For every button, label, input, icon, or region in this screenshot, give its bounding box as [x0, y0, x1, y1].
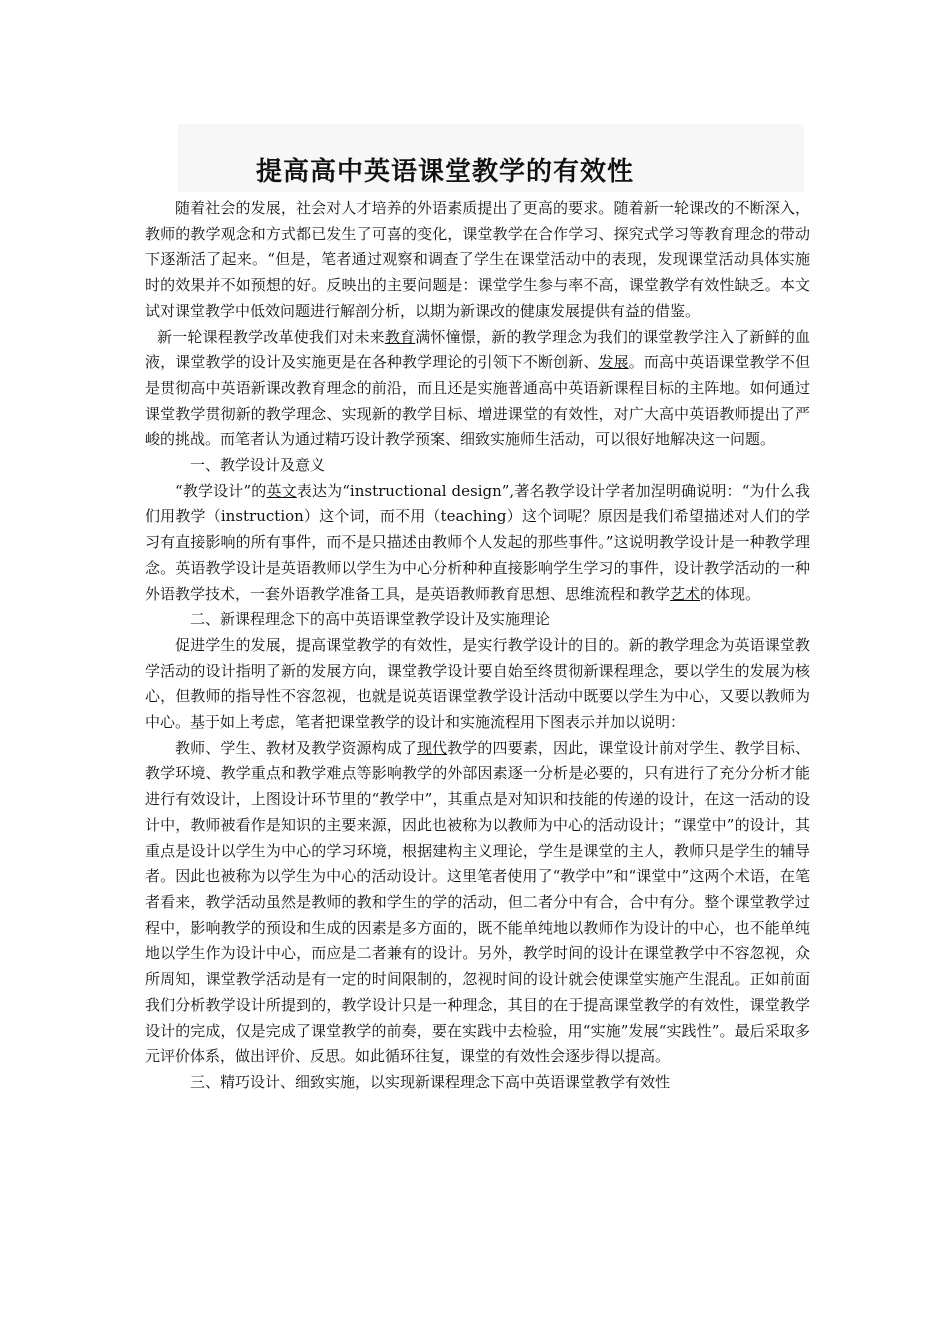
text-segment: 教学的四要素，因此，课堂设计前对学生、教学目标、教学环境、教学重点和教学难点等影响教学的外部因素逐一分析是必要的，只有进行了充分分析才能进行有效设计，上图设计环节里的“教学中”，其重点是对知识和技能的传递的设计，在这一活动的设计中，教师被看作是知识的主要来源，因此也被称为以教师为中心的活动设计；“课堂中”的设计，其重点是设计以学生为中心的学习环境，根据建构主义理论，学生是课堂的主人，教师只是学生的辅导者。因此也被称为以学生为中心的活动设计。这里笔者使用了“教学中”和“课堂中”这两个术语，在笔者看来，教学活动虽然是教师的教和学生的学的活动，但二者分中有合，合中有分。整个课堂教学过程中，影响教学的预设和生成的因素是多方面的，既不能单纯地以教师作为设计的中心，也不能单纯地以学生作为设计中心，而应是二者兼有的设计。另外，教学时间的设计在课堂教学中不容忽视，众所周知，课堂教学活动是有一定的时间限制的，忽视时间的设计就会使课堂实施产生混乱。正如前面我们分析教学设计所提到的，教学设计只是一种理念，其目的在于提高课堂教学的有效性，课堂教学设计的完成，仅是完成了课堂教学的前奏，要在实践中去检验，用“实施”发展“实践性”。最后采取多元评价体系，做出评价、反思。如此循环往复，课堂的有效性会逐步得以提高。: [145, 738, 810, 1066]
section-heading-2: 二、新课程理念下的高中英语课堂教学设计及实施理论: [190, 610, 551, 629]
article-body: [145, 196, 810, 1096]
link-art[interactable]: 艺术: [670, 584, 701, 603]
page-title: 提高高中英语课堂教学的有效性: [255, 157, 634, 187]
text-segment: 。而高中英语课堂教学不但是贯彻高中英语新课改教育理念的前沿，而且还是实施普通高中英语新课程目标的主阵地。如何通过课堂教学贯彻新的教学理念、实现新的教学目标、增进课堂的有效性，对广大高中英语教师提出了严峻的挑战。而笔者认为通过精巧设计教学预案、细致实施师生活动，可以很好地解决这一问题。: [145, 353, 810, 449]
text-segment: 的体现。: [700, 584, 761, 603]
text-segment: 教师、学生、教材及教学资源构成了: [175, 738, 417, 757]
link-education[interactable]: 教育: [384, 327, 416, 346]
text-segment: 满怀憧憬，新的教学理念为我们的课堂教学注入了新鲜的血液，课堂教学的设计及实施更是在各种教学理论的引领下不断创新、: [145, 327, 810, 372]
text-segment: 新一轮课程教学改革使我们对未来: [157, 327, 385, 346]
paragraph-reform: [145, 325, 810, 454]
paragraph-theory: 促进学生的发展，提高课堂教学的有效性，是实行教学设计的目的。新的教学理念为英语课堂教学活动的设计指明了新的发展方向，课堂教学设计要自始至终贯彻新课程理念，要以学生的发展为核心，但教师的指导性不容忽视，也就是说英语课堂教学设计活动中既要以学生为中心，又要以教师为中心。基于如上考虑，笔者把课堂教学的设计和实施流程用下图表示并加以说明：: [145, 635, 810, 732]
paragraph-design: [145, 479, 810, 608]
link-modern[interactable]: 现代: [416, 738, 448, 757]
text-segment: 表达为“instructional design”,著名教学设计学者加涅明确说明：“为什么我们用教学（instruction）这个词，而不用（teaching）这个词呢？原因是我们希望描述对人们的学习有直接影响的所有事件，而不是只描述由教师个人发起的那些事件。”这说明教学设计是一种教学理念。英语教学设计是英语教师以学生为中心分析种种直接影响学生学习的事件，设计教学活动的一种外语教学技术，一套外语教学准备工具，是英语教师教育思想、思维流程和教学: [145, 481, 811, 603]
link-english[interactable]: 英文: [266, 481, 297, 500]
text-segment: “教学设计”的: [175, 481, 267, 500]
link-development[interactable]: 发展: [598, 353, 629, 372]
paragraph-intro: 随着社会的发展，社会对人才培养的外语素质提出了更高的要求。随着新一轮课改的不断深入，教师的教学观念和方式都已发生了可喜的变化，课堂教学在合作学习、探究式学习等教育理念的带动下逐渐活了起来。“但是，笔者通过观察和调查了学生在课堂活动中的表现，发现课堂活动具体实施时的效果并不如预想的好。反映出的主要问题是：课堂学生参与率不高，课堂教学有效性缺乏。本文试对课堂教学中低效问题进行解剖分析，以期为新课改的健康发展提供有益的借鉴。: [145, 199, 810, 320]
paragraph-elements: [145, 736, 810, 1070]
section-heading-1: 一、教学设计及意义: [190, 456, 326, 475]
section-heading-3: 三、精巧设计、细致实施，以实现新课程理念下高中英语课堂教学有效性: [190, 1072, 671, 1091]
